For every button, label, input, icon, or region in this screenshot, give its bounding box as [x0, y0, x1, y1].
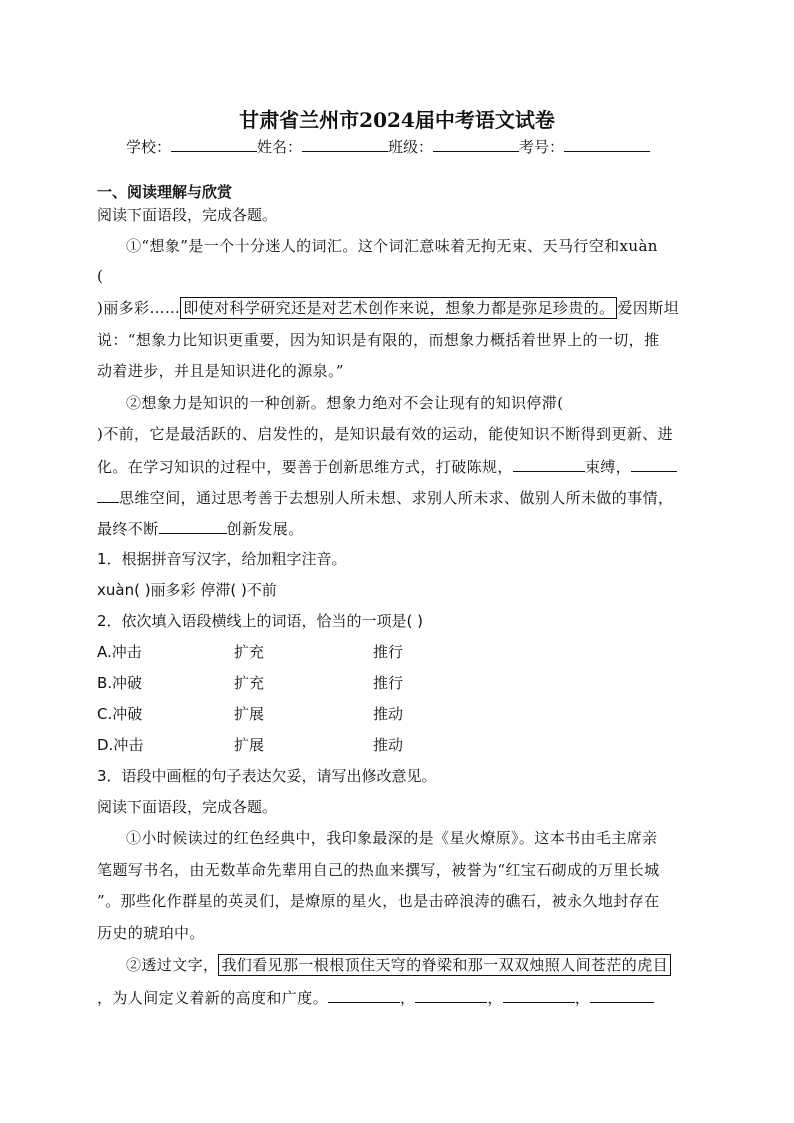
option-a-col3: 推行: [373, 643, 404, 661]
paragraph-4-line-2: [97, 987, 654, 1008]
fill-blank-3[interactable]: [159, 518, 227, 534]
school-blank[interactable]: [171, 136, 257, 152]
paragraph-1-line-4: 动着进步，并且是知识进化的源泉。”: [97, 362, 344, 380]
separator: ，: [487, 989, 503, 1007]
paragraph-1-text: )丽多彩……: [97, 299, 181, 317]
option-a-col1[interactable]: A.冲击: [97, 643, 142, 661]
paragraph-2-text: 最终不断: [97, 520, 159, 538]
option-d-col1[interactable]: D.冲击: [97, 736, 144, 754]
framed-sentence-2: 我们看见那一根根顶住天穹的脊梁和那一双双烛照人间苍茫的虎目: [218, 954, 671, 976]
number-label: 考号：: [519, 138, 565, 156]
page-title: 甘肃省兰州市2024届中考语文试卷: [239, 108, 555, 132]
option-c-col3: 推动: [373, 705, 404, 723]
class-label: 班级：: [388, 138, 434, 156]
option-c-col1[interactable]: C.冲破: [97, 705, 143, 723]
framed-sentence-1: 即使对科学研究还是对艺术创作来说，想象力都是弥足珍贵的。: [180, 297, 617, 319]
paragraph-2-line-3: [97, 456, 677, 477]
separator: ，: [400, 989, 416, 1007]
fill-blank-1[interactable]: [513, 456, 585, 472]
option-b-col1[interactable]: B.冲破: [97, 674, 143, 692]
fill-blank-2[interactable]: [631, 456, 677, 472]
paragraph-3-line-3: ”。那些化作群星的英灵们，是燎原的星火，也是击碎浪涛的礁石，被永久地封存在: [97, 892, 660, 910]
paragraph-2-text: 束缚，: [584, 458, 632, 476]
class-blank[interactable]: [433, 136, 519, 152]
number-blank[interactable]: [564, 136, 650, 152]
paragraph-4-line-1: [126, 955, 671, 975]
paragraph-2-line-2: )不前，它是最活跃的、启发性的，是知识最有效的运动，能使知识不断得到更新、进: [97, 425, 674, 443]
answer-blank-3[interactable]: [503, 987, 575, 1003]
option-b-col2: 扩充: [234, 674, 265, 692]
answer-blank-2[interactable]: [415, 987, 487, 1003]
paragraph-1-line-1: ①“想象”是一个十分迷人的词汇。这个词汇意味着无拘无束、天马行空和xuàn: [126, 237, 658, 255]
paragraph-4-text: ，为人间定义着新的高度和广度。: [97, 989, 329, 1007]
paragraph-3-line-2: 笔题写书名，由无数革命先辈用自己的热血来撰写，被誉为“红宝石砌成的万里长城: [97, 861, 660, 879]
name-blank[interactable]: [302, 136, 388, 152]
paragraph-2-text: 创新发展。: [226, 520, 304, 538]
name-label: 姓名：: [257, 138, 303, 156]
paragraph-3-line-4: 历史的琥珀中。: [97, 924, 205, 942]
question-1-blanks[interactable]: xuàn( )丽多彩 停滞( )不前: [97, 581, 277, 599]
option-d-col3: 推动: [373, 736, 404, 754]
option-a-col2: 扩充: [234, 643, 265, 661]
answer-blank-4[interactable]: [590, 987, 654, 1003]
paragraph-4-text: ②透过文字，: [126, 956, 219, 974]
section-heading: 一、阅读理解与欣赏: [97, 183, 233, 201]
option-d-col2: 扩展: [234, 736, 265, 754]
option-b-col3: 推行: [373, 674, 404, 692]
paragraph-2-text: 化。在学习知识的过程中，要善于创新思维方式，打破陈规，: [97, 458, 513, 476]
option-c-col2: 扩展: [234, 705, 265, 723]
paragraph-2-line-5: [97, 518, 304, 539]
paragraph-3-line-1: ①小时候读过的红色经典中，我印象最深的是《星火燎原》。这本书由毛主席亲: [126, 829, 658, 847]
reading-instruction: 阅读下面语段，完成各题。: [97, 206, 278, 224]
paragraph-1-line-3: 说：“想象力比知识更重要，因为知识是有限的，而想象力概括着世界上的一切，推: [97, 331, 660, 349]
question-2: 2．依次填入语段横线上的词语，恰当的一项是( ): [97, 612, 424, 630]
paragraph-2-line-1: ②想象力是知识的一种创新。想象力绝对不会让现有的知识停滞(: [126, 394, 564, 412]
answer-blank-1[interactable]: [328, 987, 400, 1003]
fill-blank-2-cont[interactable]: [97, 487, 119, 503]
question-1: 1．根据拼音写汉字，给加粗字注音。: [97, 550, 347, 568]
paragraph-1-line-2: [97, 298, 679, 318]
school-label: 学校：: [126, 138, 172, 156]
paragraph-2-line-4: [97, 487, 673, 508]
separator: ，: [574, 989, 591, 1007]
paragraph-1-text-end: 爱因斯坦: [617, 299, 680, 317]
reading-instruction-2: 阅读下面语段，完成各题。: [97, 798, 278, 816]
paragraph-1-paren: (: [97, 267, 104, 285]
student-info-row: [126, 136, 650, 157]
question-3: 3．语段中画框的句子表达欠妥，请写出修改意见。: [97, 767, 437, 785]
paragraph-2-text: 思维空间，通过思考善于去想别人所未想、求别人所未求、做别人所未做的事情，: [119, 489, 674, 507]
